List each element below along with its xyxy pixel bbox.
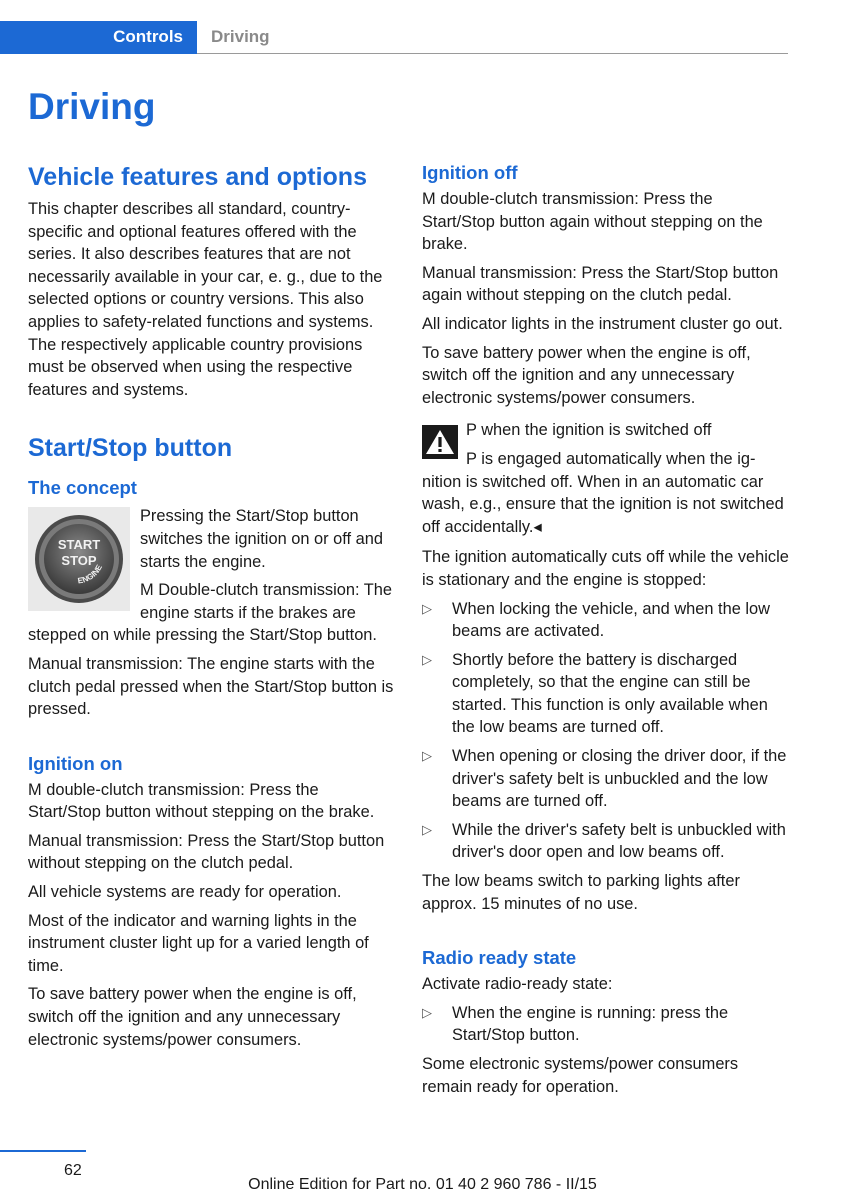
triangle-bullet-icon: ▷	[422, 1004, 432, 1020]
paragraph-radio-2: Some electronic systems/power consumers remain ready for operation.	[422, 1055, 739, 1096]
button-text-stop: STOP	[61, 553, 97, 569]
list-item: ▷ When locking the vehicle, and when the low beams are activated.	[422, 599, 770, 641]
footer-rule	[0, 1150, 86, 1152]
triangle-bullet-icon: ▷	[422, 748, 432, 764]
paragraph-radio-1: Activate radio-ready state:	[422, 975, 613, 994]
heading-vehicle-features: Vehicle features and options	[28, 163, 367, 191]
paragraph-auto-cutoff: The ignition automatically cuts off while the vehicle is stationary and the engine is stopped:	[422, 548, 789, 589]
paragraph-ignition-off-4: To save battery power when the engine is off, switch off the ignition and any unnecessary electronic systems/power consumers.	[422, 343, 751, 407]
paragraph-low-beams: The low beams switch to parking lights after approx. 15 minutes of no use.	[422, 872, 740, 913]
triangle-bullet-icon: ▷	[422, 651, 432, 667]
paragraph-ignition-on-1: M double-clutch transmission: Press the Start/Stop button without stepping on the brake.	[28, 780, 375, 822]
button-text-start: START	[57, 537, 101, 553]
header-rule	[197, 53, 788, 54]
paragraph-concept-2: M Double-clutch transmission: The engine starts if the brakes are stepped on while pressing the Start/Stop button.	[28, 581, 393, 645]
paragraph-concept-3: Manual transmission: The engine starts with the clutch pedal pressed when the Start/Stop button is pressed.	[28, 654, 394, 719]
paragraph-vehicle-features: This chapter describes all standard, country-specific and optional features offered with the series. It also describes features that are not necessarily available in your car, e. g., due to the selected options or country versions. This also applies to safety-related functions and systems. The respectively applicable country provisions must be observed when using the respective features and systems.	[28, 200, 383, 399]
warning-box	[422, 419, 790, 538]
list-item: ▷ When opening or closing the driver door, if the driver's safety belt is unbuckled and the low beams are turned off.	[422, 747, 787, 811]
paragraph-ignition-off-2: Manual transmission: Press the Start/Stop button again without stepping on the clutch pedal.	[422, 263, 779, 305]
list-item: ▷ Shortly before the battery is discharged completely, so that the engine can still be started. This function is only available when the low beams are turned off.	[422, 650, 768, 737]
paragraph-ignition-off-3: All indicator lights in the instrument cluster go out.	[422, 314, 783, 333]
paragraph-ignition-on-2: Manual transmission: Press the Start/Stop button without stepping on the clutch pedal.	[28, 831, 385, 873]
heading-the-concept: The concept	[28, 477, 137, 499]
warning-title: P when the ignition is switched off	[466, 421, 712, 440]
start-stop-button-image	[28, 507, 130, 611]
warning-text-body: nition is switched off. When in an automatic car wash, e.g., ensure that the ignition is not switched off accidentally.◂	[422, 472, 784, 536]
triangle-bullet-icon: ▷	[422, 821, 432, 837]
cutoff-conditions-list	[422, 598, 790, 865]
paragraph-ignition-on-3: All vehicle systems are ready for operation.	[28, 883, 342, 902]
heading-start-stop-button: Start/Stop button	[28, 434, 233, 463]
page-title: Driving	[28, 86, 156, 127]
list-item: ▷ While the driver's safety belt is unbuckled with driver's door open and low beams off.	[422, 820, 786, 862]
heading-radio-ready-state: Radio ready state	[422, 947, 577, 969]
list-item: ▷ When the engine is running: press the Start/Stop button.	[422, 1003, 729, 1045]
left-column	[28, 160, 394, 1057]
paragraph-ignition-off-1: M double-clutch transmission: Press the Start/Stop button again without stepping on the brake.	[422, 190, 763, 254]
radio-list	[422, 1002, 790, 1047]
right-column	[422, 160, 790, 1104]
start-stop-button-icon	[33, 513, 125, 605]
paragraph-ignition-on-4: Most of the indicator and warning lights in the instrument cluster light up for a varied length of time.	[28, 911, 369, 975]
warning-text-line1: P is engaged automatically when the ig-	[466, 449, 756, 468]
button-text-engine: ENGINE	[77, 563, 105, 586]
triangle-bullet-icon: ▷	[422, 600, 432, 616]
section-tab-controls: Controls	[0, 21, 197, 54]
page-header	[0, 21, 788, 54]
section-tab-driving: Driving	[211, 27, 270, 47]
heading-ignition-on: Ignition on	[28, 752, 123, 774]
warning-icon	[422, 425, 458, 459]
paragraph-ignition-on-5: To save battery power when the engine is off, switch off the ignition and any unnecessary electronic systems/power consumers.	[28, 985, 357, 1049]
page-number: 62	[64, 1162, 82, 1179]
heading-ignition-off: Ignition off	[422, 162, 518, 183]
paragraph-concept-1: Pressing the Start/Stop button switches the ignition on or off and starts the engine.	[140, 507, 383, 571]
footer-edition: Online Edition for Part no. 01 40 2 960 786 - II/15	[248, 1176, 597, 1193]
